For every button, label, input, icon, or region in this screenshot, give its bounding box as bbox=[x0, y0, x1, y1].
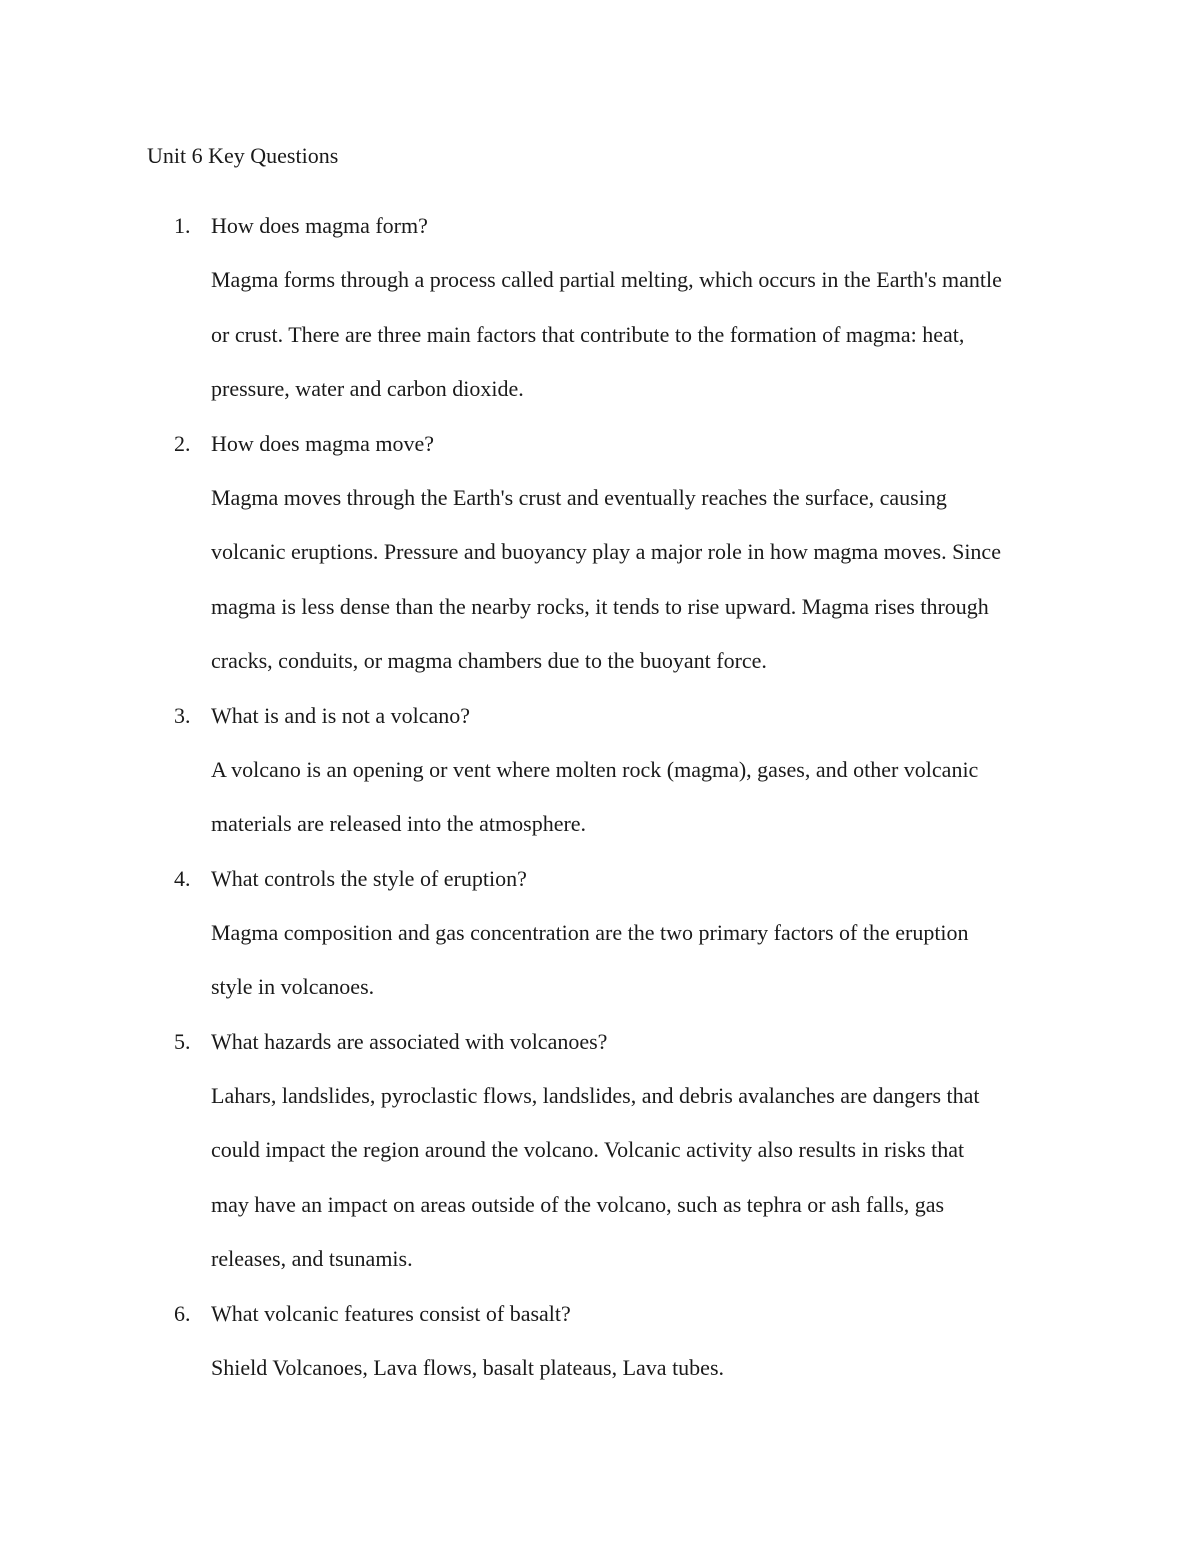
question-row bbox=[0, 428, 1200, 482]
question-row bbox=[0, 1026, 1200, 1080]
question-number: 3. bbox=[174, 702, 191, 728]
answer-line: cracks, conduits, or magma chambers due to the buoyant force. bbox=[211, 648, 767, 673]
answer-line: Lahars, landslides, pyroclastic flows, landslides, and debris avalanches are dangers that bbox=[211, 1082, 980, 1108]
question-item-3 bbox=[0, 700, 1200, 863]
answer-line: Shield Volcanoes, Lava flows, basalt plateaus, Lava tubes. bbox=[211, 1354, 725, 1380]
answer-paragraph bbox=[211, 917, 1071, 1026]
question-row bbox=[0, 1298, 1200, 1352]
answer-paragraph bbox=[211, 482, 1071, 700]
question-number: 6. bbox=[174, 1300, 191, 1326]
answer-line: materials are released into the atmosphere. bbox=[211, 811, 587, 836]
question-text: How does magma move? bbox=[211, 430, 434, 456]
answer-line: pressure, water and carbon dioxide. bbox=[211, 376, 524, 401]
question-item-5 bbox=[0, 1026, 1200, 1298]
answer-paragraph bbox=[211, 264, 1071, 428]
question-number: 5. bbox=[174, 1028, 191, 1054]
question-list bbox=[0, 210, 1200, 1406]
answer-line: may have an impact on areas outside of the volcano, such as tephra or ash falls, gas bbox=[211, 1191, 945, 1217]
answer-line: Magma forms through a process called partial melting, which occurs in the Earth's mantle bbox=[211, 267, 1002, 292]
answer-line: Magma composition and gas concentration are the two primary factors of the eruption bbox=[211, 919, 969, 945]
question-text: How does magma form? bbox=[211, 213, 428, 238]
answer-line: or crust. There are three main factors that contribute to the formation of magma: heat, bbox=[211, 321, 965, 347]
question-item-4 bbox=[0, 863, 1200, 1026]
answer-line: releases, and tsunamis. bbox=[211, 1246, 413, 1271]
answer-line: volcanic eruptions. Pressure and buoyancy play a major role in how magma moves. Since bbox=[211, 539, 1001, 564]
answer-line: A volcano is an opening or vent where molten rock (magma), gases, and other volcanic bbox=[211, 756, 979, 782]
answer-paragraph bbox=[211, 1080, 1071, 1298]
answer-paragraph bbox=[211, 754, 1071, 863]
question-row bbox=[0, 863, 1200, 917]
question-row bbox=[0, 210, 1200, 264]
answer-line: Magma moves through the Earth's crust and eventually reaches the surface, causing bbox=[211, 484, 947, 510]
question-text: What volcanic features consist of basalt? bbox=[211, 1300, 571, 1326]
answer-line: magma is less dense than the nearby rocks, it tends to rise upward. Magma rises through bbox=[211, 593, 989, 619]
question-item-2 bbox=[0, 428, 1200, 700]
question-number: 1. bbox=[174, 213, 191, 238]
question-number: 2. bbox=[174, 430, 191, 456]
answer-line: style in volcanoes. bbox=[211, 974, 375, 999]
answer-paragraph bbox=[211, 1352, 1071, 1407]
question-number: 4. bbox=[174, 865, 191, 891]
question-item-6 bbox=[0, 1298, 1200, 1407]
question-text: What is and is not a volcano? bbox=[211, 702, 471, 728]
question-text: What controls the style of eruption? bbox=[211, 865, 527, 891]
question-row bbox=[0, 700, 1200, 754]
question-text: What hazards are associated with volcanoes? bbox=[211, 1028, 608, 1054]
answer-line: could impact the region around the volcano. Volcanic activity also results in risks that bbox=[211, 1137, 965, 1162]
document-title: Unit 6 Key Questions bbox=[147, 143, 339, 168]
question-item-1 bbox=[0, 210, 1200, 428]
